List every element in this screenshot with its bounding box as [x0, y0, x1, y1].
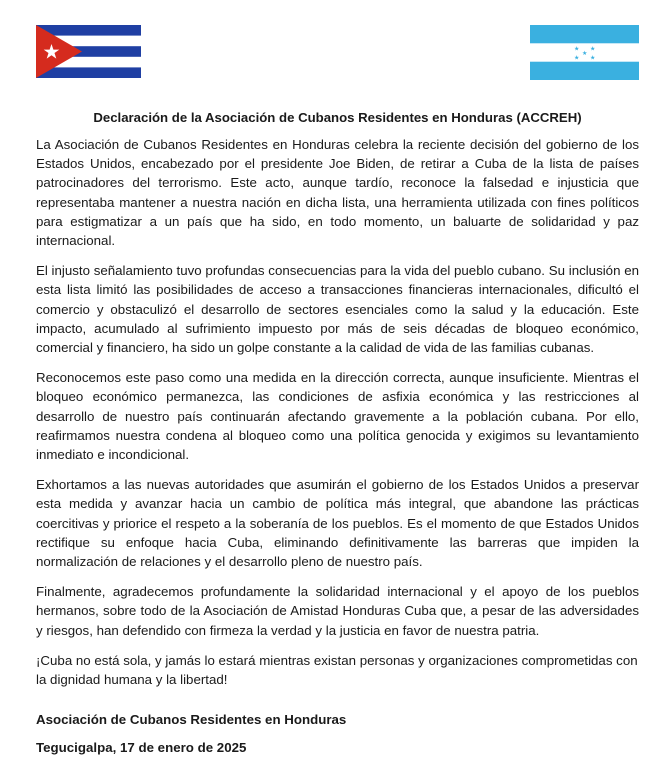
paragraph-6: ¡Cuba no está sola, y jamás lo estará mientras existan personas y organizaciones comprometidas con la dignidad humana y la libertad!: [36, 652, 638, 688]
svg-text:★: ★: [590, 45, 596, 53]
paragraph-3: Reconocemos este paso como una medida en la dirección correcta, aunque insuficiente. Mientras el bloqueo económico permanezca, las condiciones de asfixia económica y las restricciones al desarrollo de nuestro país continuarán afectando gravemente a la población cubana. Por ello, reafirmamos nuestra condena al bloqueo como una política genocida y exigimos su levantamiento inmediato e incondicional.: [36, 370, 639, 463]
signature-line: Asociación de Cubanos Residentes en Honduras: [36, 712, 347, 727]
document-body: [36, 135, 639, 700]
svg-text:★: ★: [582, 50, 588, 57]
document-title: Declaración de la Asociación de Cubanos Residentes en Honduras (ACCREH): [93, 110, 582, 125]
paragraph-2: El injusto señalamiento tuvo profundas consecuencias para la vida del pueblo cubano. Su inclusión en esta lista limitó las posibilidades de acceso a transacciones financieras internacionales, dificultó el comercio y obstaculizó el desarrollo de sectores esenciales como la salud y la educación. Este impacto, acumulado al sufrimiento impuesto por más de seis décadas de bloqueo económico, comercial y financiero, ha sido un golpe constante a la calidad de vida de las familias cubanas.: [36, 263, 639, 356]
dateline: Tegucigalpa, 17 de enero de 2025: [36, 740, 247, 755]
honduras-flag-icon: [530, 25, 639, 80]
paragraph-1: La Asociación de Cubanos Residentes en Honduras celebra la reciente decisión del gobierno de los Estados Unidos, encabezado por el presidente Joe Biden, de retirar a Cuba de la lista de países patrocinadores del terrorismo. Este acto, aunque tardío, reconoce la falsedad e injusticia que representaba mantener a nuestra nación en dicha lista, una herramienta utilizada con fines políticos para estigmatizar a un país que ha sido, en todo momento, un baluarte de solidaridad y paz internacional.: [36, 137, 639, 249]
svg-text:★: ★: [574, 54, 580, 62]
svg-text:★: ★: [590, 54, 596, 62]
paragraph-4: Exhortamos a las nuevas autoridades que asumirán el gobierno de los Estados Unidos a preservar esta medida y avanzar hacia un cambio de política más integral, que abandone las prácticas coercitivas y priorice el respeto a la soberanía de los pueblos. Es el momento de que Estados Unidos rectifique su enfoque hacia Cuba, eliminando definitivamente las barreras que impiden la normalización de relaciones y el desarrollo pleno de nuestro país.: [36, 477, 639, 570]
paragraph-5: Finalmente, agradecemos profundamente la solidaridad internacional y el apoyo de los pueblos hermanos, sobre todo de la Asociación de Amistad Honduras Cuba que, a pesar de las adversidades y riesgos, han defendido con firmeza la verdad y la justicia en favor de nuestra patria.: [36, 584, 639, 638]
cuba-flag-icon: [36, 25, 141, 78]
svg-text:★: ★: [574, 45, 580, 53]
